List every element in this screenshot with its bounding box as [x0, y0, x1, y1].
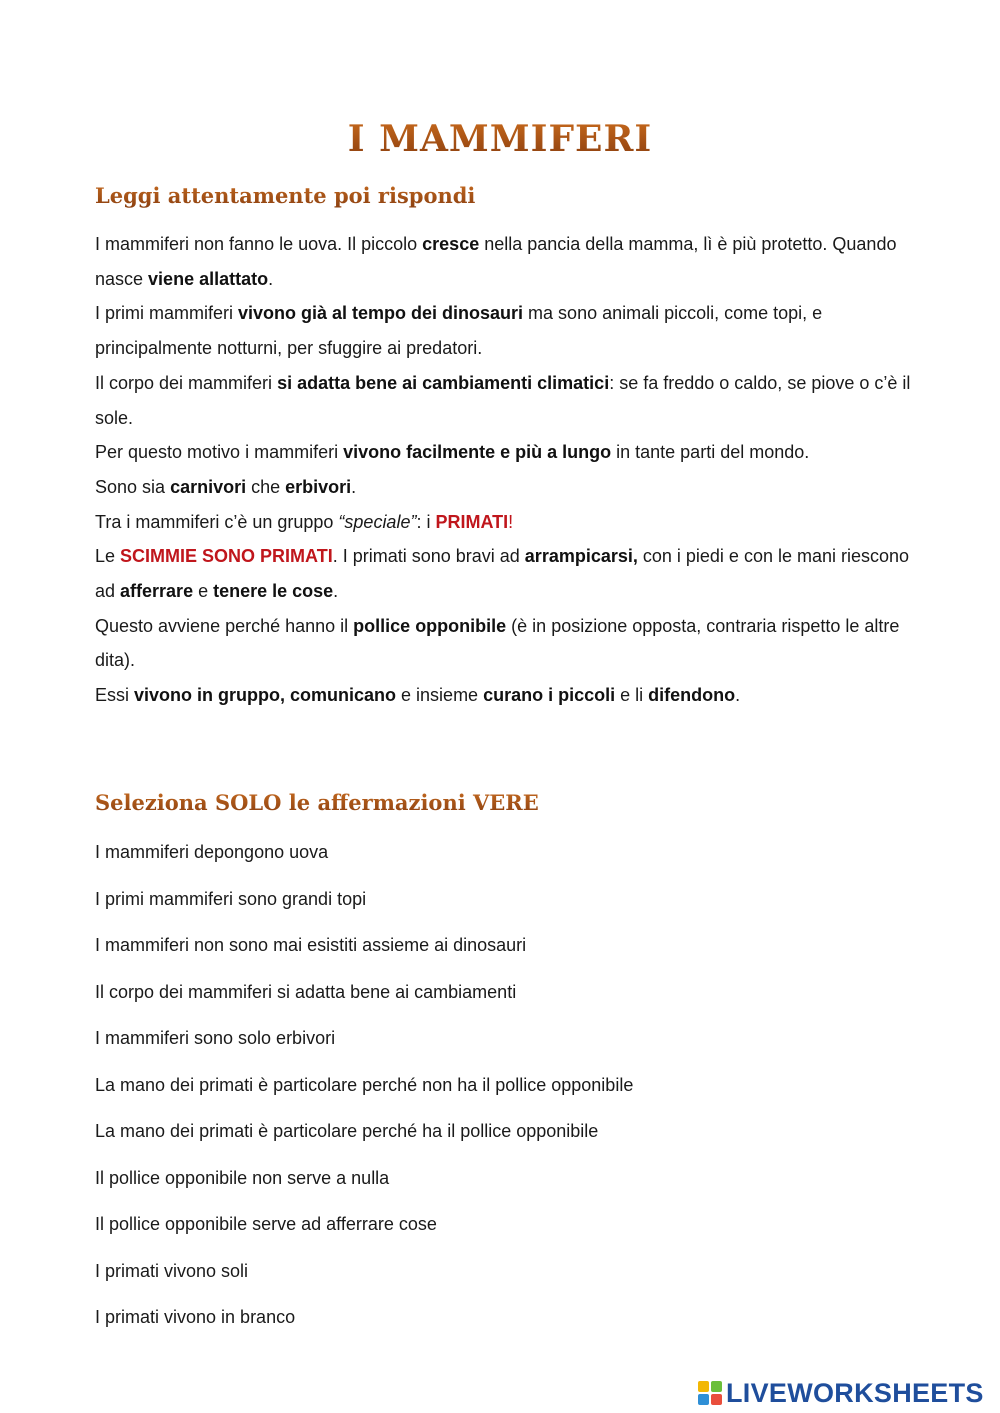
page-title: I MAMMIFERI	[0, 118, 1000, 160]
text-run: .	[351, 476, 357, 497]
reading-paragraph	[95, 435, 915, 470]
text-run: erbivori	[285, 476, 352, 497]
text-run: e li	[615, 685, 649, 706]
text-run: e insieme	[396, 685, 484, 706]
logo-text: LIVEWORKSHEETS	[726, 1377, 984, 1408]
statement-option[interactable]: I mammiferi sono solo erbivori	[95, 1028, 336, 1048]
text-run: pollice opponibile	[353, 615, 507, 636]
statement-option[interactable]: Il pollice opponibile serve ad afferrare cose	[95, 1214, 437, 1234]
text-run: cresce	[422, 234, 480, 254]
liveworksheets-logo	[698, 1378, 984, 1408]
text-run: Per questo motivo i mammiferi	[95, 442, 344, 463]
text-run: e	[193, 581, 214, 602]
statement-option[interactable]: La mano dei primati è particolare perché ha il pollice opponibile	[95, 1121, 599, 1141]
statement-option[interactable]: I primi mammiferi sono grandi topi	[95, 888, 367, 909]
reading-heading: Leggi attentamente poi rispondi	[95, 183, 476, 208]
reading-paragraph	[95, 539, 915, 608]
reading-text	[95, 227, 915, 713]
reading-paragraph	[95, 296, 915, 365]
text-run: vivono già al tempo dei dinosauri	[238, 303, 524, 324]
text-run: vivono in gruppo, comunicano	[134, 685, 397, 706]
text-run: .	[735, 685, 741, 706]
text-run: si adatta bene ai cambiamenti climatici	[277, 372, 610, 393]
text-run: SCIMMIE SONO PRIMATI	[120, 546, 333, 567]
text-run: ma sono animali piccoli, come topi, e principalmente notturni, per sfuggire ai predatori.	[95, 303, 823, 359]
text-run: “speciale”	[338, 511, 417, 532]
text-run: carnivori	[170, 476, 247, 497]
text-run: viene allattato	[148, 268, 269, 289]
text-run: difendono	[648, 685, 736, 706]
statement-option[interactable]: Il pollice opponibile non serve a nulla	[95, 1167, 390, 1188]
logo-square	[711, 1394, 722, 1405]
text-run: .	[333, 581, 339, 602]
reading-paragraph	[95, 227, 915, 296]
text-run: Sono sia	[95, 476, 171, 497]
statement-list	[95, 837, 915, 1349]
text-run: curano i piccoli	[483, 685, 616, 706]
text-run: Le	[95, 546, 121, 567]
text-run: con i piedi e con le mani riescono ad	[95, 546, 910, 602]
text-run: (è in posizione opposta, contraria rispetto le altre dita).	[95, 615, 900, 671]
text-run: afferrare	[120, 581, 194, 602]
text-run: Il corpo dei mammiferi	[95, 372, 278, 393]
logo-square	[698, 1394, 709, 1405]
quiz-heading: Seleziona SOLO le affermazioni VERE	[95, 790, 539, 815]
statement-option[interactable]: La mano dei primati è particolare perché non ha il pollice opponibile	[95, 1074, 634, 1095]
text-run: che	[246, 476, 286, 497]
text-run: vivono facilmente e più a lungo	[343, 442, 612, 463]
text-run: .	[268, 268, 274, 289]
text-run: Essi	[95, 685, 135, 706]
text-run: : se fa freddo o caldo, se piove o c’è il sole.	[95, 372, 911, 428]
statement-option[interactable]: Il corpo dei mammiferi si adatta bene ai cambiamenti	[95, 981, 517, 1002]
statement-option[interactable]: I mammiferi non sono mai esistiti assieme ai dinosauri	[95, 935, 527, 955]
reading-paragraph	[95, 505, 915, 540]
reading-paragraph	[95, 366, 915, 435]
logo-square	[711, 1381, 722, 1392]
reading-paragraph	[95, 470, 915, 505]
text-run: I mammiferi non fanno le uova. Il piccolo	[95, 234, 423, 254]
text-run: Questo avviene perché hanno il	[95, 615, 354, 636]
text-run: . I primati sono bravi ad	[332, 546, 525, 567]
text-run: arrampicarsi,	[524, 546, 638, 567]
statement-option[interactable]: I mammiferi depongono uova	[95, 842, 329, 862]
text-run: : i	[416, 511, 436, 532]
logo-square	[698, 1381, 709, 1392]
text-run: I primi mammiferi	[95, 303, 238, 324]
logo-grid-icon	[698, 1381, 722, 1405]
text-run: PRIMATI	[435, 511, 509, 532]
text-run: nella pancia della mamma, lì è più protetto. Quando nasce	[95, 234, 897, 289]
reading-paragraph	[95, 609, 915, 678]
text-run: tenere le cose	[213, 581, 334, 602]
text-run: in tante parti del mondo.	[611, 442, 810, 463]
statement-option[interactable]: I primati vivono in branco	[95, 1307, 296, 1327]
reading-paragraph	[95, 678, 915, 713]
statement-option[interactable]: I primati vivono soli	[95, 1260, 249, 1281]
text-run: Tra i mammiferi c’è un gruppo	[95, 511, 339, 532]
text-run: !	[508, 511, 514, 532]
